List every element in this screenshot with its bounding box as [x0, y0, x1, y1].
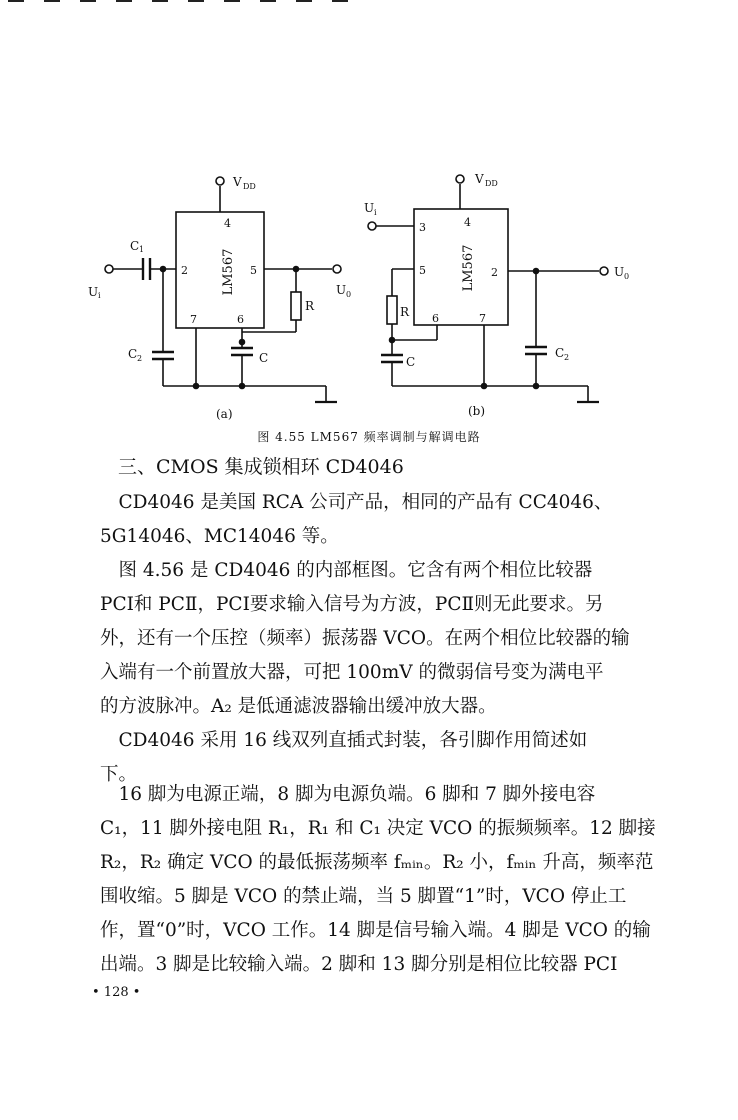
output-a-label: U [336, 283, 347, 297]
vdd-a-sub: DD [243, 182, 256, 191]
pin-b-3: 3 [419, 221, 426, 234]
circuit-b [364, 172, 629, 418]
c1-a-sub: 1 [139, 245, 145, 254]
page-number: • 128 • [92, 985, 141, 1000]
figure-a-label: (a) [216, 407, 233, 421]
pin-b-6: 6 [432, 312, 439, 325]
circuit-a [88, 175, 351, 421]
section-heading: 三、CMOS 集成锁相环 CD4046 [118, 456, 404, 478]
figure-b-label: (b) [468, 404, 486, 418]
c2-a-label: C [128, 347, 138, 361]
pin-b-2: 2 [491, 266, 498, 279]
vdd-b-sub: DD [485, 179, 498, 188]
ic-b-label: LM567 [461, 244, 476, 292]
pin-b-4: 4 [464, 216, 471, 229]
r-b-label: R [400, 305, 410, 319]
vdd-b-label: V [475, 172, 484, 186]
paragraph-4: 16 脚为电源正端，8 脚为电源负端。6 脚和 7 脚外接电容 C₁，11 脚外接电阻 R₁，R₁ 和 C₁ 决定 VCO 的振频频率。12 脚接 R₂，R₂ 确定 VCO 的最低振荡频率 fₘᵢₙ。R₂ 小，fₘᵢₙ 升高，频率范 围收缩。5 脚是 VCO 的禁止端，当 5 脚置“1”时，VCO 停止工 作，置“0”时，VCO 工作。14 脚是信号输入端。4 脚是 VCO 的输 出端。3 脚是比较输入端。2 脚和 13 脚分别是相位比较器 PCⅠ [100, 784, 656, 975]
output-b-label: U [614, 265, 625, 279]
input-b-sub: i [374, 208, 377, 217]
input-b-label: U [364, 201, 375, 215]
paragraph-1: CD4046 是美国 RCA 公司产品，相同的产品有 CC4046、 5G14046、MC14046 等。 [100, 492, 613, 547]
pin-a-2: 2 [181, 264, 188, 277]
input-a-sub: i [98, 291, 101, 300]
output-a-sub: 0 [346, 290, 352, 299]
c1-a-label: C [130, 239, 140, 253]
c2-b-label: C [555, 346, 565, 360]
c2-a-sub: 2 [137, 354, 143, 363]
output-b-sub: 0 [624, 272, 630, 281]
pin-a-7: 7 [190, 313, 197, 326]
r-a-label: R [305, 299, 315, 313]
c2-b-sub: 2 [564, 353, 570, 362]
paragraph-3: CD4046 采用 16 线双列直插式封装，各引脚作用简述如 下。 [100, 730, 588, 785]
ic-a-label: LM567 [221, 248, 236, 296]
pin-b-5: 5 [419, 264, 426, 277]
figure-caption: 图 4.55 LM567 频率调制与解调电路 [257, 430, 481, 444]
pin-a-5: 5 [250, 264, 257, 277]
c-b-label: C [406, 355, 416, 369]
c-a-label: C [259, 351, 269, 365]
pin-b-7: 7 [479, 312, 486, 325]
circuit-figure [0, 0, 738, 430]
input-a-label: U [88, 285, 99, 299]
pin-a-6: 6 [237, 313, 244, 326]
paragraph-2: 图 4.56 是 CD4046 的内部框图。它含有两个相位比较器 PCⅠ和 PCⅡ，PCⅠ要求输入信号为方波，PCⅡ则无此要求。另 外，还有一个压控（频率）振荡器 VCO。在两个相位比较器的输 入端有一个前置放大器，可把 100mV 的微弱信号变为满电平 的方波脉冲。A₂ 是低通滤波器输出缓冲放大器。 [100, 560, 630, 717]
vdd-a-label: V [233, 175, 242, 189]
pin-a-4: 4 [224, 217, 231, 230]
